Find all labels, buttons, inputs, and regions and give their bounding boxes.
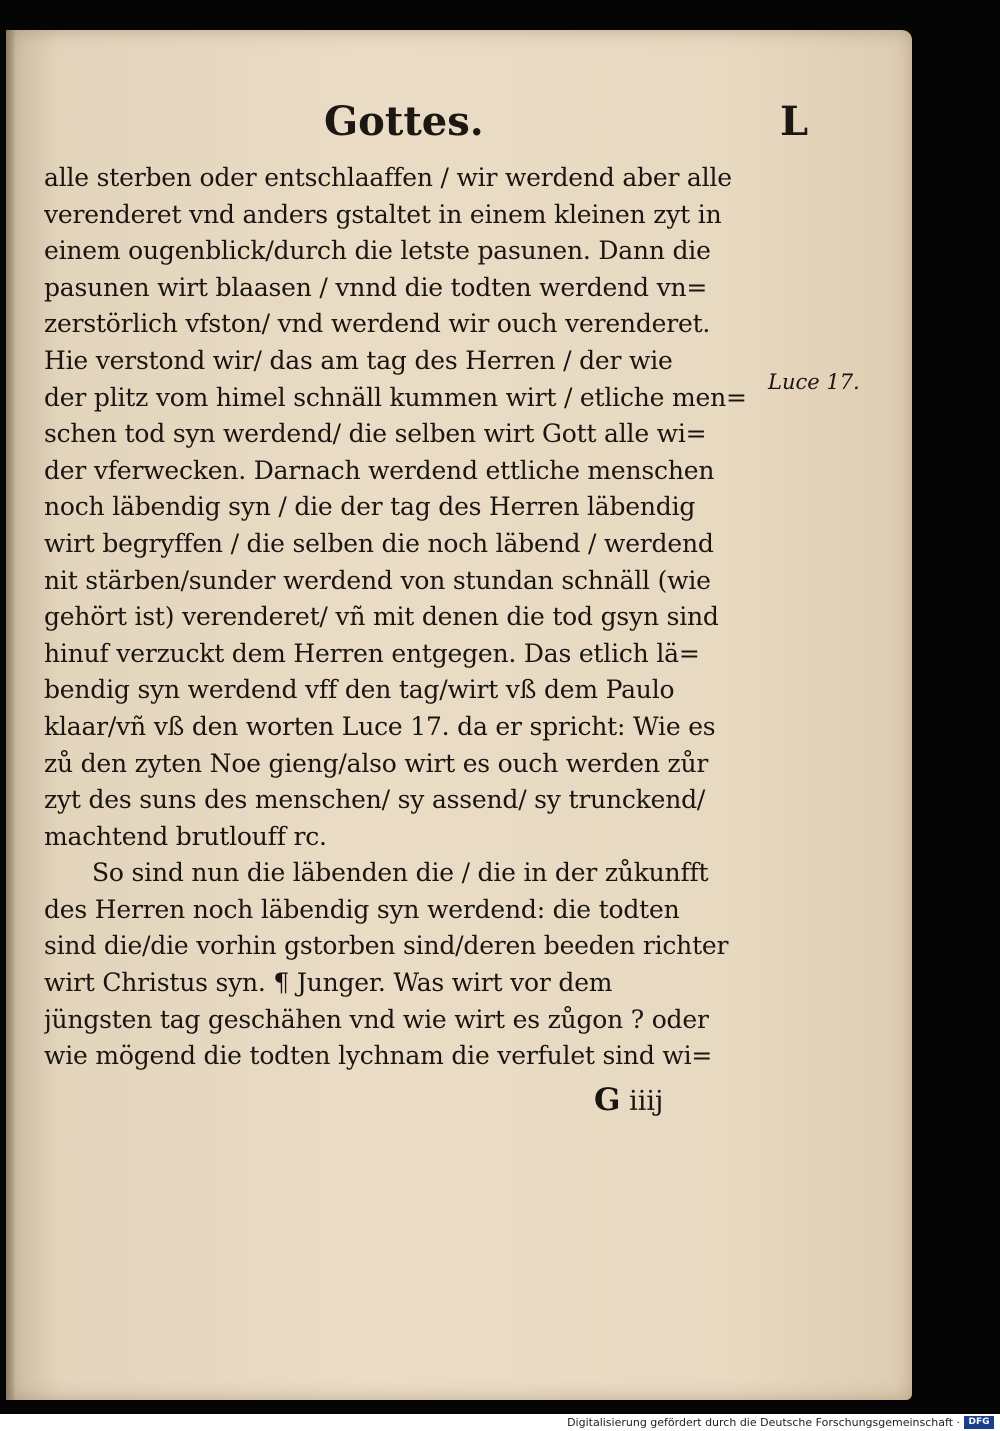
text-line: hinuf verzuckt dem Herren entgegen. Das etlich lä= — [44, 638, 700, 668]
text-line: zerstörlich vfston/ vnd werdend wir ouch verenderet. — [44, 309, 711, 339]
text-block — [44, 160, 764, 1075]
text-line: nit stärben/sunder werdend von stundan schnäll (wie — [44, 565, 711, 595]
text-line: einem ougenblick/durch die letste pasunen. Dann die — [44, 236, 711, 266]
text-line: verenderet vnd anders gstaltet in einem kleinen zyt in — [44, 199, 722, 229]
text-line: sind die/die vorhin gstorben sind/deren beeden richter — [44, 931, 729, 961]
margin-note: Luce 17. — [768, 370, 860, 394]
signature-mark — [594, 1082, 663, 1118]
text-line: alle sterben oder entschlaaffen / wir werdend aber alle — [44, 163, 732, 192]
text-line: der vferwecken. Darnach werdend ettliche menschen — [44, 455, 715, 485]
text-line: wirt Christus syn. ¶ Junger. Was wirt vor dem — [44, 968, 613, 998]
text-line: So sind nun die läbenden die / die in der zůkunfft — [92, 858, 709, 888]
text-line: bendig syn werdend vff den tag/wirt vß dem Paulo — [44, 675, 675, 705]
running-head: Gottes. — [324, 98, 484, 145]
text-line: zů den zyten Noe gieng/also wirt es ouch werden zůr — [44, 748, 709, 778]
text-line: pasunen wirt blaasen / vnnd die todten werdend vn= — [44, 272, 708, 302]
text-line: klaar/vñ vß den worten Luce 17. da er spricht: Wie es — [44, 711, 716, 741]
text-line: zyt des suns des menschen/ sy assend/ sy trunckend/ — [44, 785, 706, 815]
text-line: wirt begryffen / die selben die noch läbend / werdend — [44, 528, 714, 558]
funding-credit: Digitalisierung gefördert durch die Deutsche Forschungsgemeinschaft · — [567, 1416, 960, 1429]
text-line: gehört ist) verenderet/ vñ mit denen die tod gsyn sind — [44, 602, 719, 632]
text-line: machtend brutlouff rc. — [44, 821, 327, 851]
folio-number: L — [780, 98, 809, 145]
signature-letter: G — [594, 1082, 621, 1118]
signature-number: iiij — [629, 1086, 664, 1117]
text-line: noch läbendig syn / die der tag des Herren läbendig — [44, 492, 696, 522]
text-line: jüngsten tag geschähen vnd wie wirt es zůgon ? oder — [44, 1004, 709, 1034]
text-line: der plitz vom himel schnäll kummen wirt / etliche men= — [44, 382, 747, 412]
dfg-logo: DFG — [964, 1416, 994, 1429]
text-line: des Herren noch läbendig syn werdend: die todten — [44, 894, 680, 924]
digitization-footer — [0, 1414, 1000, 1431]
text-line: schen tod syn werdend/ die selben wirt Gott alle wi= — [44, 419, 707, 449]
text-line: wie mögend die todten lychnam die verfulet sind wi= — [44, 1041, 713, 1071]
book-page — [6, 30, 912, 1400]
text-line: Hie verstond wir/ das am tag des Herren / der wie — [44, 345, 673, 375]
page-gutter-shadow — [6, 30, 16, 1400]
